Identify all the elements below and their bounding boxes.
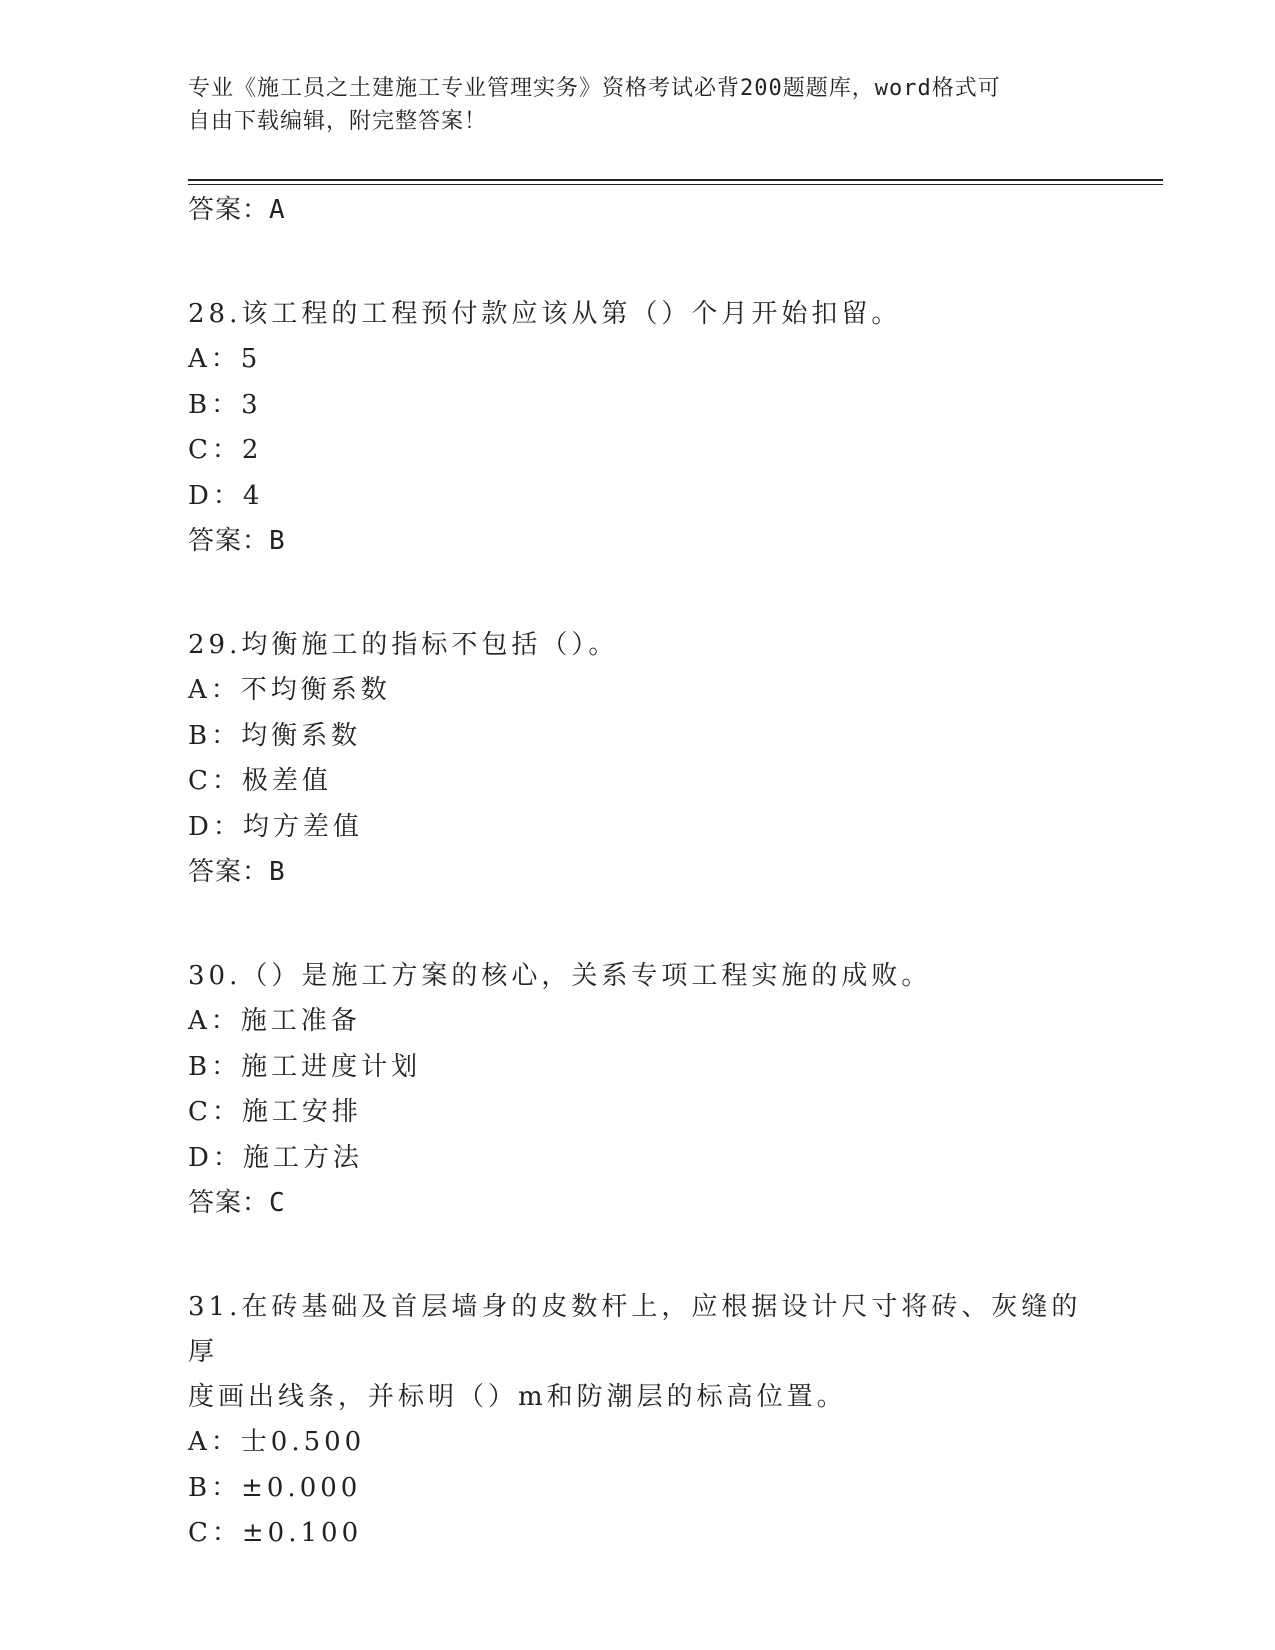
header-divider [188,179,1163,181]
option-c: C：施工安排 [188,1097,362,1127]
answer-label: 答案：B [188,526,286,556]
question-text-line-1: 31.在砖基础及首层墙身的皮数杆上，应根据设计尺寸将砖、灰缝的厚 [188,1292,1082,1367]
header-line: 自由下载编辑，附完整答案！ [188,109,488,134]
answer-label: 答案：C [188,1188,286,1218]
question-block-29 [188,623,1088,895]
question-block-31 [188,1285,1088,1557]
option-a: A：士0.500 [188,1427,366,1457]
option-b: B：3 [188,389,262,420]
option-c: C：极差值 [188,766,332,796]
option-a: A：5 [188,344,262,374]
option-a: A：不均衡系数 [188,675,391,705]
answer-label: 答案：B [188,857,286,887]
option-b: B：施工进度计划 [188,1051,422,1082]
option-a: A：施工准备 [188,1006,361,1036]
header-line: 专业《施工员之土建施工专业管理实务》资格考试必背200题题库，word格式可 [188,76,1001,101]
question-text: 30.（）是施工方案的核心，关系专项工程实施的成败。 [188,961,932,991]
question-text: 29.均衡施工的指标不包括（）。 [188,630,619,660]
question-list [188,188,1088,1557]
question-block-30 [188,954,1088,1226]
answer-label: 答案：A [188,195,286,225]
option-c: C：2 [188,435,263,465]
question-block-28 [188,292,1088,564]
option-c: C：±0.100 [188,1518,363,1548]
option-d: D：4 [188,480,264,511]
option-d: D：施工方法 [188,1142,363,1173]
page-header [188,72,1088,138]
option-d: D：均方差值 [188,811,363,842]
header-divider-thin [188,184,1163,185]
option-b: B：均衡系数 [188,720,362,751]
option-b: B：±0.000 [188,1472,362,1503]
question-text: 28.该工程的工程预付款应该从第（）个月开始扣留。 [188,299,902,329]
question-text-line-2: 度画出线条，并标明（）m和防潮层的标高位置。 [188,1382,847,1412]
